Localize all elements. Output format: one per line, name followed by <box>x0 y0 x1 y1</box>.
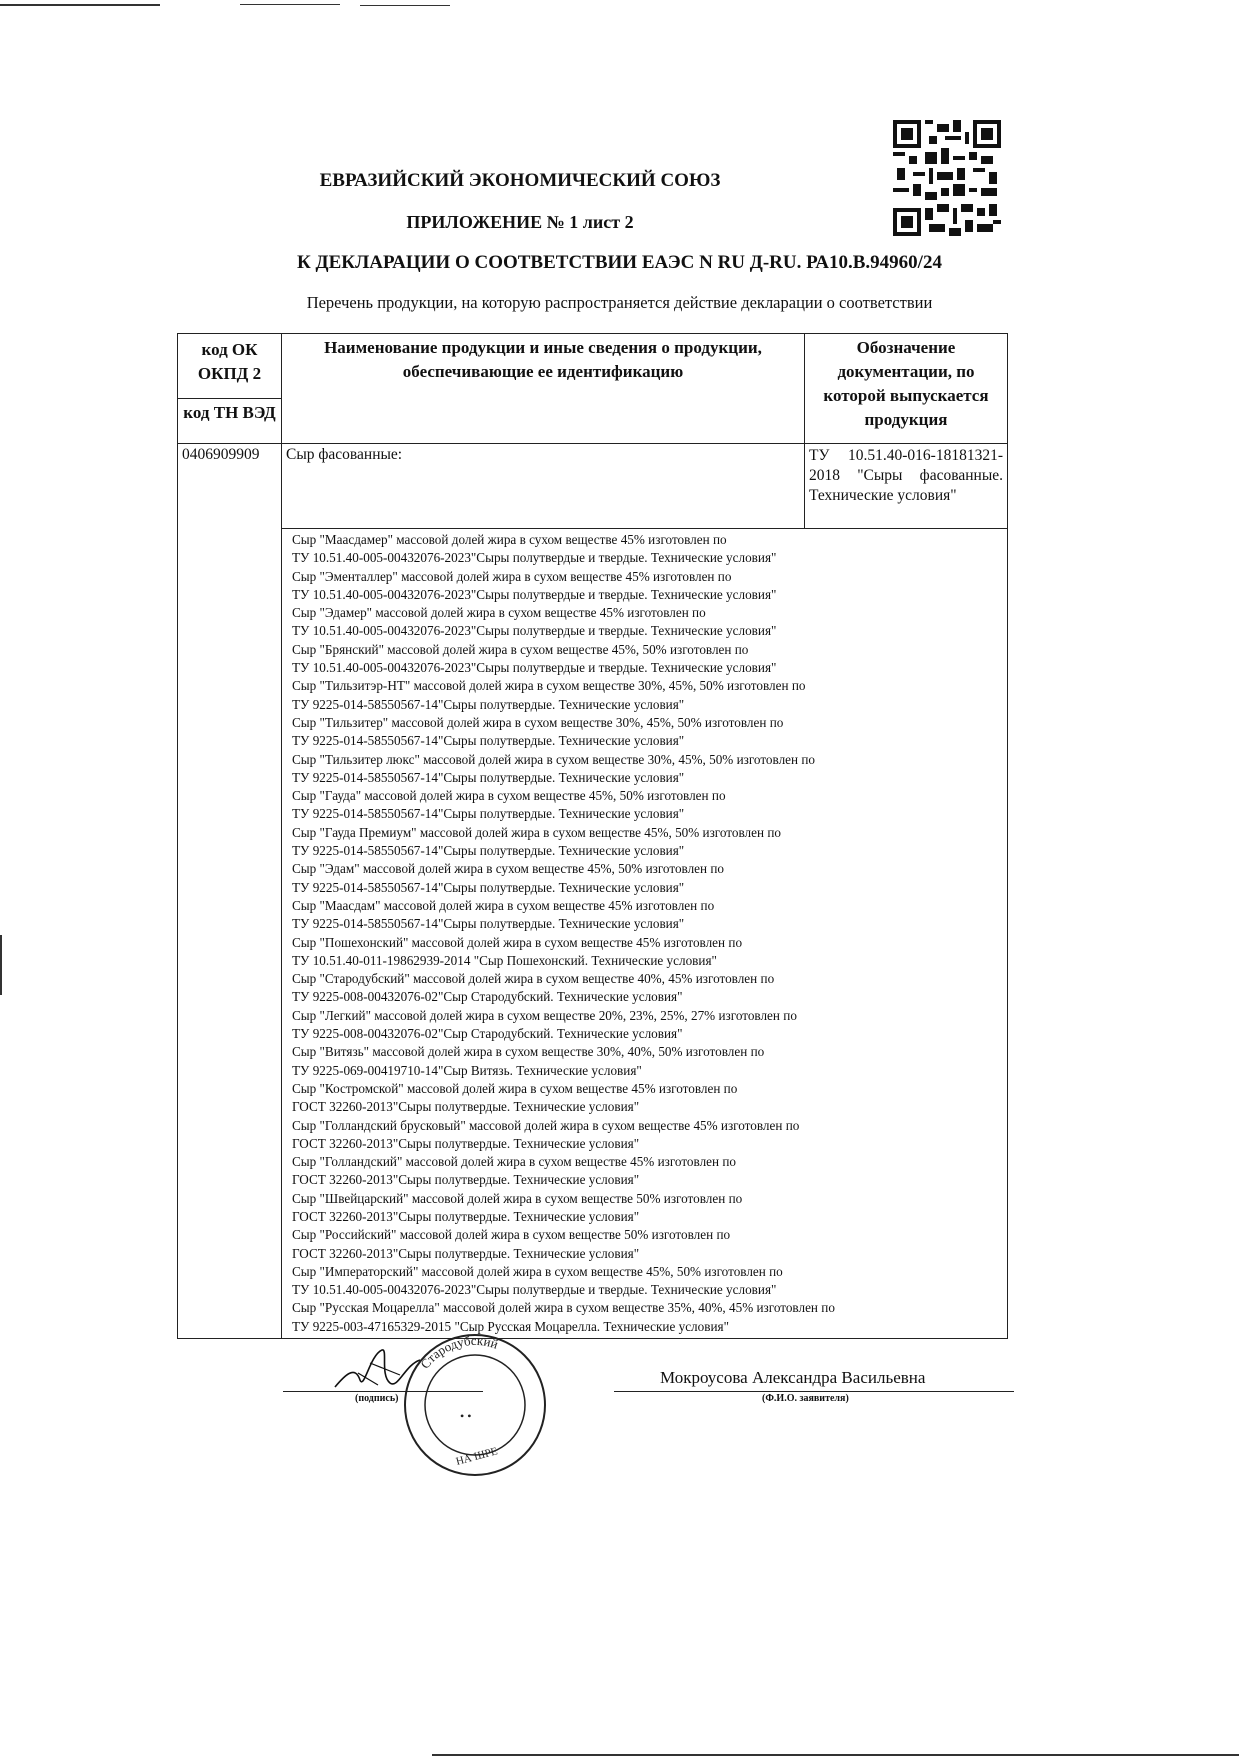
product-line: Сыр "Маасдамер" массовой долей жира в сухом веществе 45% изготовлен по <box>292 532 727 547</box>
product-line: Сыр "Голландский брусковый" массовой долей жира в сухом веществе 45% изготовлен по <box>292 1117 800 1133</box>
product-line: ТУ 9225-014-58550567-14"Сыры полутвердые. Технические условия" <box>292 733 685 749</box>
declaration-title: К ДЕКЛАРАЦИИ О СООТВЕТСТВИИ ЕАЭС N RU Д-RU. РА10.В.94960/24 <box>297 252 942 273</box>
union-title: ЕВРАЗИЙСКИЙ ЭКОНОМИЧЕСКИЙ СОЮЗ <box>319 170 721 191</box>
product-line: ТУ 9225-008-00432076-02"Сыр Стародубский. Технические условия" <box>292 1026 683 1042</box>
svg-text:НА ШРЕ: НА ШРЕ <box>454 1445 499 1468</box>
product-line: Сыр "Легкий" массовой долей жира в сухом веществе 20%, 23%, 25%, 27% изготовлен по <box>292 1007 797 1023</box>
product-line: ТУ 9225-069-00419710-14"Сыр Витязь. Технические условия" <box>292 1062 642 1078</box>
product-line: Сыр "Тильзитэр-НТ" массовой долей жира в сухом веществе 30%, 45%, 50% изготовлен по <box>292 678 806 694</box>
product-line: Сыр "Императорский" массовой долей жира в сухом веществе 45%, 50% изготовлен по <box>292 1263 783 1279</box>
product-line: Сыр "Эдам" массовой долей жира в сухом веществе 45%, 50% изготовлен по <box>292 861 725 877</box>
product-line: ТУ 10.51.40-005-00432076-2023"Сыры полутвердые и твердые. Технические условия" <box>292 660 777 676</box>
product-line: ГОСТ 32260-2013"Сыры полутвердые. Технические условия" <box>292 1135 640 1151</box>
row-documentation: ТУ 10.51.40-016-18181321-2018 "Сыры фасованные. Технические условия" <box>805 444 1008 529</box>
product-line: Сыр "Тильзитер" массовой долей жира в сухом веществе 30%, 45%, 50% изготовлен по <box>292 714 784 730</box>
scan-artifact <box>0 935 2 995</box>
product-line: ТУ 9225-014-58550567-14"Сыры полутвердые. Технические условия" <box>292 916 685 932</box>
header-documentation: Обозначение документации, по которой выпускается продукция <box>805 334 1008 444</box>
product-line: ТУ 9225-014-58550567-14"Сыры полутвердые. Технические условия" <box>292 843 685 859</box>
product-line: Сыр "Гауда Премиум" массовой долей жира в сухом веществе 45%, 50% изготовлен по <box>292 824 781 840</box>
stamp-seal <box>400 1330 550 1480</box>
row-code: 0406909909 <box>178 444 282 1339</box>
product-line: ТУ 9225-003-47165329-2015 "Сыр Русская Моцарелла. Технические условия" <box>292 1318 729 1334</box>
product-line: Сыр "Пошехонский" массовой долей жира в сухом веществе 45% изготовлен по <box>292 934 743 950</box>
product-line: Сыр "Стародубский" массовой долей жира в сухом веществе 40%, 45% изготовлен по <box>292 971 775 987</box>
name-caption: (Ф.И.О. заявителя) <box>762 1393 849 1404</box>
product-line: Сыр "Голландский" массовой долей жира в сухом веществе 45% изготовлен по <box>292 1154 737 1170</box>
name-line <box>614 1391 1014 1392</box>
product-line: Сыр "Эменталлер" массовой долей жира в сухом веществе 45% изготовлен по <box>292 568 732 584</box>
page-subtitle: Перечень продукции, на которую распространяется действие декларации о соответствии <box>306 293 933 312</box>
product-line: Сыр "Витязь" массовой долей жира в сухом веществе 30%, 40%, 50% изготовлен по <box>292 1044 765 1060</box>
svg-text:• •: • • <box>460 1409 472 1423</box>
product-line: ГОСТ 32260-2013"Сыры полутвердые. Технические условия" <box>292 1172 640 1188</box>
scan-artifact <box>432 1754 1239 1756</box>
product-line: ТУ 9225-014-58550567-14"Сыры полутвердые. Технические условия" <box>292 879 685 895</box>
declaration-table <box>177 333 1008 1339</box>
header-product-name: Наименование продукции и иные сведения о продукции, обеспечивающие ее идентификацию <box>282 334 805 444</box>
product-line: ТУ 9225-014-58550567-14"Сыры полутвердые. Технические условия" <box>292 769 685 785</box>
header-tnved: код ТН ВЭД <box>178 399 282 444</box>
product-line: Сыр "Костромской" массовой долей жира в сухом веществе 45% изготовлен по <box>292 1080 738 1096</box>
product-list <box>282 529 1008 1339</box>
product-line: Сыр "Маасдам" массовой долей жира в сухом веществе 45% изготовлен по <box>292 897 715 913</box>
product-line: Сыр "Гауда" массовой долей жира в сухом веществе 45%, 50% изготовлен по <box>292 788 726 804</box>
product-line: ТУ 10.51.40-005-00432076-2023"Сыры полутвердые и твердые. Технические условия" <box>292 550 777 566</box>
product-line: ТУ 9225-008-00432076-02"Сыр Стародубский. Технические условия" <box>292 989 683 1005</box>
product-line: ГОСТ 32260-2013"Сыры полутвердые. Технические условия" <box>292 1208 640 1224</box>
product-line: ТУ 9225-014-58550567-14"Сыры полутвердые. Технические условия" <box>292 696 685 712</box>
product-line: Сыр "Русская Моцарелла" массовой долей жира в сухом веществе 35%, 40%, 45% изготовлен по <box>292 1300 835 1316</box>
product-line: Сыр "Швейцарский" массовой долей жира в сухом веществе 50% изготовлен по <box>292 1190 743 1206</box>
product-line: ГОСТ 32260-2013"Сыры полутвердые. Технические условия" <box>292 1099 640 1115</box>
product-line: ТУ 9225-014-58550567-14"Сыры полутвердые. Технические условия" <box>292 806 685 822</box>
scan-artifact <box>0 4 160 6</box>
row-product-name: Сыр фасованные: <box>282 444 805 529</box>
product-line: ТУ 10.51.40-005-00432076-2023"Сыры полутвердые и твердые. Технические условия" <box>292 586 777 602</box>
product-line: Сыр "Тильзитер люкс" массовой долей жира в сухом веществе 30%, 45%, 50% изготовлен по <box>292 751 816 767</box>
scan-artifact <box>240 4 340 5</box>
header-okpd: код ОК ОКПД 2 <box>178 334 282 399</box>
appendix-title: ПРИЛОЖЕНИЕ № 1 лист 2 <box>406 212 634 232</box>
svg-text:Стародубский: Стародубский <box>417 1332 501 1372</box>
signer-name: Мокроусова Александра Васильевна <box>660 1368 926 1387</box>
signature-caption: (подпись) <box>355 1393 399 1404</box>
product-line: Сыр "Российский" массовой долей жира в сухом веществе 50% изготовлен по <box>292 1227 731 1243</box>
product-line: Сыр "Брянский" массовой долей жира в сухом веществе 45%, 50% изготовлен по <box>292 641 749 657</box>
product-line: ГОСТ 32260-2013"Сыры полутвердые. Технические условия" <box>292 1245 640 1261</box>
product-line: ТУ 10.51.40-011-19862939-2014 "Сыр Пошехонский. Технические условия" <box>292 952 717 968</box>
product-line: ТУ 10.51.40-005-00432076-2023"Сыры полутвердые и твердые. Технические условия" <box>292 1282 777 1298</box>
product-line: Сыр "Эдамер" массовой долей жира в сухом веществе 45% изготовлен по <box>292 605 706 621</box>
product-line: ТУ 10.51.40-005-00432076-2023"Сыры полутвердые и твердые. Технические условия" <box>292 623 777 639</box>
scan-artifact <box>360 5 450 6</box>
